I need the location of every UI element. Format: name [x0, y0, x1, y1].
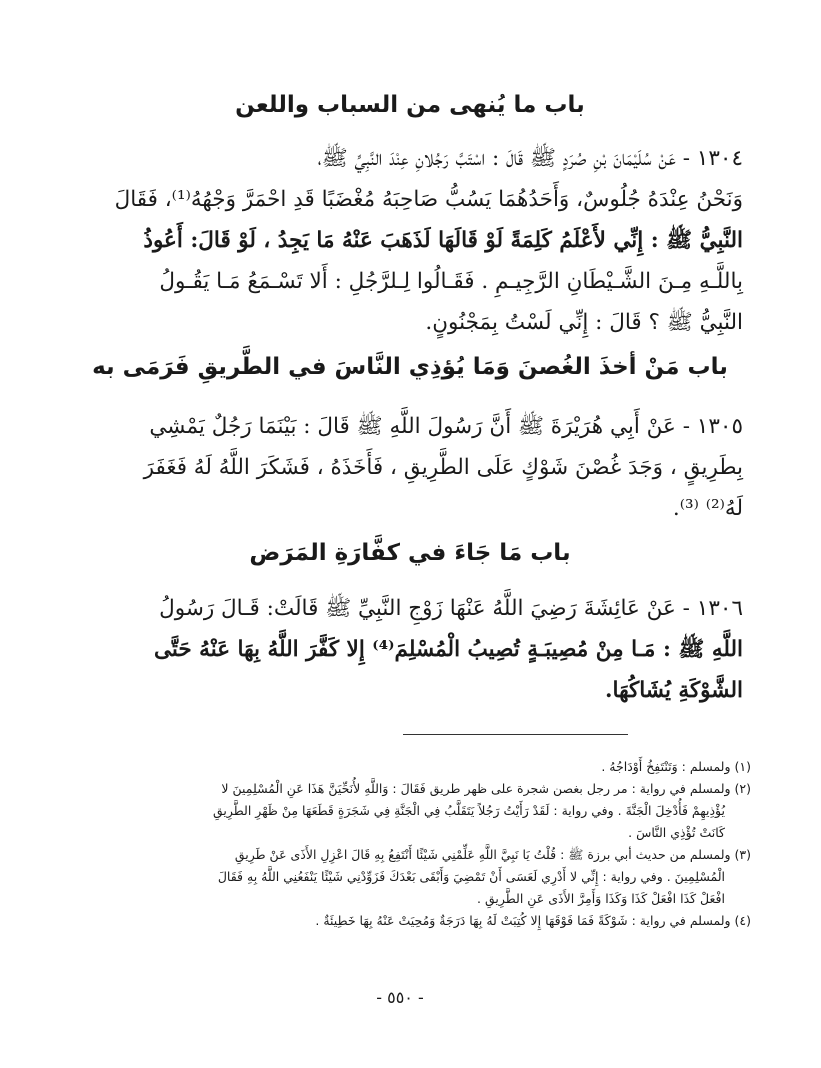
text-line: لَهُ⁽²⁾ ⁽³⁾. [672, 496, 743, 521]
text-line: ١٣٠٤ - عَنْ سُلَيْمَانَ بْنِ صُرَدٍ ﷺ قَالَ : اسْتَبَّ رَجُلانِ عِنْدَ النَّبِيِّ ﷺ، [317, 146, 743, 171]
footnote: (٤) ولمسلم في رواية : شَوْكَةً فَمَا فَوْقَهَا إِلا كُتِبَتْ لَهُ بِهَا دَرَجَةٌ وَمُحِيَتْ عَنْهُ بِهَا خَطِيئَةٌ . [315, 913, 751, 928]
text-line: ١٣٠٥ - عَنْ أَبِي هُرَيْرَةَ ﷺ أَنَّ رَسُولَ اللَّهِ ﷺ قَالَ : بَيْنَمَا رَجُلٌ يَمْشِي [149, 414, 743, 439]
text-line: بِاللَّـهِ مِـنَ الشَّـيْطَانِ الرَّجِيـمِ . فَقَـالُوا لِـلرَّجُلِ : أَلا تَسْـمَعُ مَـا يَقُـولُ [159, 269, 743, 294]
hadith-1306 [123, 588, 743, 711]
text-line: اللَّهِ ﷺ : مَـا مِنْ مُصِيبَـةٍ تُصِيبُ الْمُسْلِمَ⁽⁴⁾ إِلا كَفَّرَ اللَّهُ بِهَا عَنْهُ حَتَّى [154, 637, 743, 662]
footnote: (٣) ولمسلم من حديث أبي برزة ﷺ : قُلْتُ يَا نَبِيَّ اللَّهِ عَلِّمْنِي شَيْئًا أَنْتَفِعُ بِهِ قَالَ اعْزِلِ الأَذَى عَنْ طَرِيقِ [234, 847, 751, 862]
text-line: وَنَحْنُ عِنْدَهُ جُلُوسٌ، وَأَحَدُهُمَا يَسُبُّ صَاحِبَهُ مُغْضَبًا قَدِ احْمَرَّ وَجْهُهُ⁽¹⁾، فَقَالَ [114, 187, 743, 212]
text-line: بِطَرِيقٍ ، وَجَدَ غُصْنَ شَوْكٍ عَلَى الطَّرِيقِ ، فَأَخَذَهُ ، فَشَكَرَ اللَّهُ لَهُ فَغَفَرَ [143, 455, 743, 480]
page-number: - ٥٥٠ - [376, 988, 424, 1007]
text-line: النَّبِيُّ ﷺ ؟ قَالَ : إِنِّي لَسْتُ بِمَجْنُونٍ. [425, 310, 743, 335]
footnote: افْعَلْ كَذَا افْعَلْ كَذَا وَكَذَا وَأَمِرَّ الأَذَى عَنِ الطَّرِيقِ . [477, 891, 725, 906]
footnote-divider [403, 734, 628, 735]
footnote: يُؤْذِيهِمْ فَأُدْخِلَ الْجَنَّةَ . وفي رواية : لَقَدْ رَأَيْتُ رَجُلاً يَتَقَلَّبُ فِي الْجَنَّةِ فِي شَجَرَةٍ قَطَعَهَا مِنْ ظَهْرِ الطَّرِيقِ [212, 803, 725, 818]
text-line: النَّبِيُّ ﷺ : إِنِّي لأَعْلَمُ كَلِمَةً لَوْ قَالَهَا لَذَهَبَ عَنْهُ مَا يَجِدُ ، لَوْ قَالَ: أَعُوذُ [143, 228, 743, 253]
text-line: الشَّوْكَةِ يُشَاكُهَا. [605, 678, 743, 703]
text-line: ١٣٠٦ - عَنْ عَائِشَةَ رَضِيَ اللَّهُ عَنْهَا زَوْجِ النَّبِيِّ ﷺ قَالَتْ: قَـالَ رَسُولُ [159, 596, 743, 621]
footnote: (٢) ولمسلم في رواية : مر رجل بغصن شجرة على ظهر طريق فَقَالَ : وَاللَّهِ لأُنَحِّيَنَّ هَذَا عَنِ الْمُسْلِمِينَ لا [221, 781, 751, 796]
hadith-1305 [123, 406, 743, 529]
chapter-heading: باب مَنْ أخذَ الغُصنَ وَمَا يُؤذِي النَّاسَ في الطَّريقِ فَرَمَى به [92, 354, 728, 380]
footnote: الْمُسْلِمِينَ . وفي رواية : إِنِّي لا أَدْرِي لَعَسَى أَنْ تَمْضِيَ وَأَبْقَى بَعْدَكَ فَزَوِّدْنِي شَيْئًا يَنْفَعُنِي اللَّهُ بِهِ فَقَالَ [217, 869, 725, 884]
hadith-1304 [114, 138, 743, 343]
chapter-heading: باب مَا جَاءَ في كفَّارَةِ المَرَض [249, 540, 571, 566]
footnote: (١) ولمسلم : وَتَنْتَفِخُ أَوْدَاجُهُ . [601, 759, 751, 774]
footnotes [71, 756, 751, 932]
chapter-heading: باب ما يُنهى من السباب واللعن [235, 92, 585, 118]
footnote: كَانَتْ تُؤْذِي النَّاسَ . [628, 825, 725, 840]
